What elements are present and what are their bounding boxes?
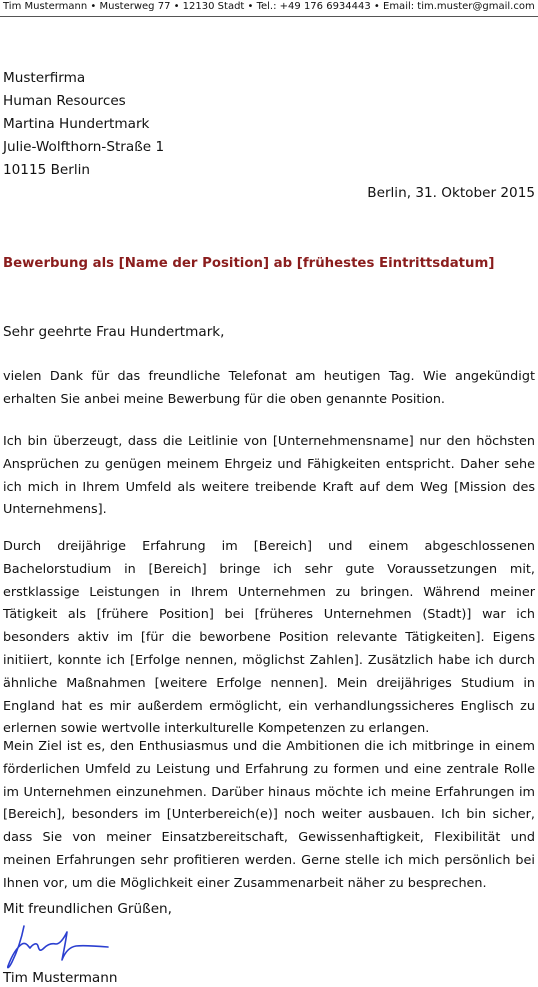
recipient-company: Musterfirma xyxy=(3,70,86,86)
recipient-street: Julie-Wolfthorn-Straße 1 xyxy=(3,139,165,155)
closing-phrase: Mit freundlichen Grüßen, xyxy=(3,901,172,917)
recipient-name: Martina Hundertmark xyxy=(3,116,150,132)
paragraph-1: vielen Dank für das freundliche Telefonat am heutigen Tag. Wie angekündigt erhalten Sie anbei meine Bewerbung für die oben genannte Position. xyxy=(3,369,535,407)
salutation: Sehr geehrte Frau Hundertmark, xyxy=(3,324,225,340)
recipient-department: Human Resources xyxy=(3,93,126,109)
sender-contact-line: Tim Mustermann • Musterweg 77 • 12130 Stadt • Tel.: +49 176 6934443 • Email: tim.muster@gmail.com xyxy=(3,1,535,12)
handwritten-signature xyxy=(4,922,114,972)
paragraph-2: Ich bin überzeugt, dass die Leitlinie von [Unternehmensname] nur den höchsten Ansprüchen zu genügen meinem Ehrgeiz und Fähigkeiten entspricht. Daher sehe ich mich in Ihrem Umfeld als weitere treibende Kraft auf dem Weg [Mission des Unternehmens]. xyxy=(3,434,535,518)
letter-date: Berlin, 31. Oktober 2015 xyxy=(367,185,535,201)
recipient-city: 10115 Berlin xyxy=(3,162,91,178)
letter-subject: Bewerbung als [Name der Position] ab [frühestes Eintrittsdatum] xyxy=(3,256,495,271)
sender-name: Tim Mustermann xyxy=(3,970,118,986)
paragraph-4: Mein Ziel ist es, den Enthusiasmus und die Ambitionen die ich mitbringe in einem förderlichen Umfeld zu Leistung und Erfahrung zu formen und eine zentrale Rolle im Unternehmen einzunehmen. Darüber hinaus möchte ich meine Erfahrungen im [Bereich], besonders im [Unterbereich(e)] noch weiter ausbauen. Ich bin sicher, dass Sie von meiner Einsatzbereitschaft, Gewissenhaftigkeit, Flexibilität und meinen Erfahrungen sehr profitieren werden. Gerne stelle ich mich persönlich bei Ihnen vor, um die Möglichkeit einer Zusammenarbeit näher zu besprechen. xyxy=(3,739,535,891)
header-divider xyxy=(0,16,538,17)
paragraph-3: Durch dreijährige Erfahrung im [Bereich] und einem abgeschlossenen Bachelorstudium in [Bereich] bringe ich sehr gute Voraussetzungen mit, erstklassige Leistungen in Ihrem Unternehmen zu bringen. Während meiner Tätigkeit als [frühere Position] bei [früheres Unternehmen (Stadt)] war ich besonders aktiv im [für die beworbene Position relevante Tätigkeiten]. Eigens initiiert, konnte ich [Erfolge nennen, möglichst Zahlen]. Zusätzlich habe ich durch ähnliche Maßnahmen [weitere Erfolge nennen]. Mein dreijähriges Studium in England hat es mir außerdem ermöglicht, ein verhandlungssicheres Englisch zu erlernen sowie wertvolle interkulturelle Kompetenzen zu erlangen. xyxy=(3,539,535,737)
